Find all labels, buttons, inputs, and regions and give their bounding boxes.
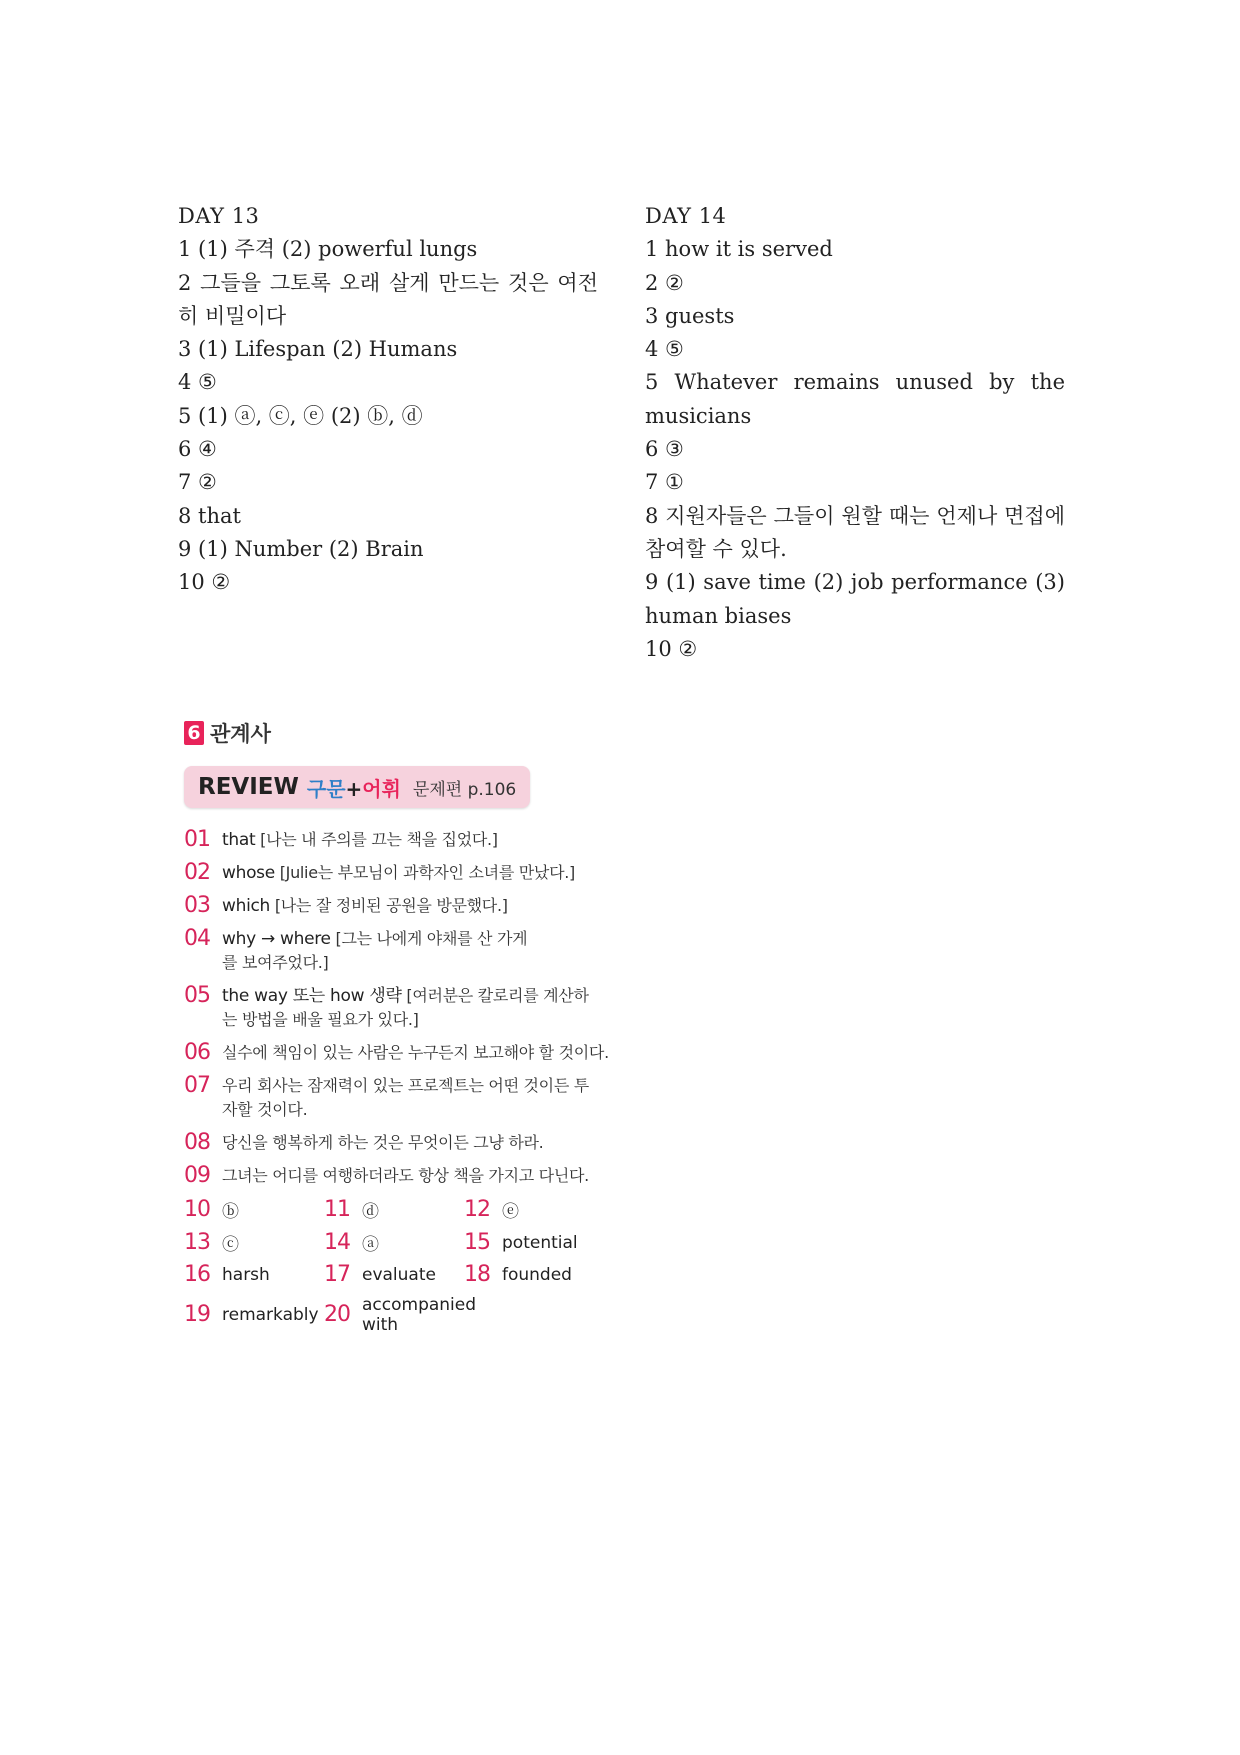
chapter-heading [184, 718, 624, 748]
grid-answer [324, 1197, 464, 1222]
item-answer: ⓐ [362, 1235, 379, 1255]
grid-answer [464, 1230, 624, 1255]
day13-column [178, 200, 598, 600]
day14-answer-6: 6 ③ [645, 437, 684, 462]
item-number: 03 [184, 893, 210, 918]
banner-part-a: 구문 [306, 776, 346, 801]
item-answer: whose [222, 863, 275, 883]
item-note: [Julie는 부모님이 과학자인 소녀를 만났다.] [279, 863, 575, 882]
day14-answer-8: 8 지원자들은 그들이 원할 때는 언제나 면접에 참여할 수 있다. [645, 503, 1072, 561]
day14-column [645, 200, 1072, 666]
grid-answer [464, 1263, 624, 1287]
item-number: 05 [184, 983, 210, 1008]
review-item [184, 894, 624, 918]
item-number: 12 [464, 1196, 490, 1222]
banner-topics [307, 773, 401, 802]
item-text [222, 894, 508, 918]
item-number: 16 [184, 1262, 210, 1287]
day13-answer-4: 4 ⑤ [178, 370, 217, 395]
item-answer: ⓔ [502, 1202, 519, 1222]
review-items [184, 828, 624, 1188]
item-number: 11 [324, 1196, 350, 1222]
item-number: 06 [184, 1040, 210, 1065]
item-number: 17 [324, 1262, 350, 1287]
grid-answer [324, 1295, 477, 1335]
item-answer: the way 또는 how 생략 [222, 986, 402, 1006]
item-text [222, 861, 575, 885]
item-number: 19 [184, 1302, 210, 1327]
item-number: 08 [184, 1130, 210, 1155]
day13-answer-8: 8 that [178, 503, 241, 528]
item-note: 실수에 책임이 있는 사람은 누구든지 보고해야 할 것이다. [222, 1043, 609, 1062]
review-item [184, 861, 624, 885]
item-note: [여러분은 칼로리를 계산하는 방법을 배울 필요가 있다.] [222, 986, 589, 1029]
item-answer: founded [502, 1265, 572, 1285]
grid-answer [184, 1197, 324, 1222]
day14-answer-3: 3 guests [645, 303, 735, 328]
chapter-number-badge: 6 [184, 721, 204, 745]
review-item [184, 1164, 624, 1188]
item-answer: evaluate [362, 1265, 436, 1285]
item-note: 당신을 행복하게 하는 것은 무엇이든 그냥 하라. [222, 1133, 544, 1152]
review-item [184, 984, 624, 1032]
grid-answer [324, 1263, 464, 1287]
item-number: 07 [184, 1073, 210, 1098]
item-note: 우리 회사는 잠재력이 있는 프로젝트는 어떤 것이든 투자할 것이다. [222, 1076, 589, 1119]
grid-answer [324, 1230, 464, 1255]
item-number: 14 [324, 1229, 350, 1255]
item-note: [나는 내 주의를 끄는 책을 집었다.] [260, 830, 498, 849]
item-number: 20 [324, 1302, 350, 1327]
day14-title: DAY 14 [645, 204, 727, 228]
item-number: 13 [184, 1229, 210, 1255]
review-banner [184, 766, 530, 808]
vocabulary-answers-grid [184, 1197, 624, 1335]
day13-answer-1: 1 (1) 주격 (2) powerful lungs [178, 237, 478, 262]
item-number: 18 [464, 1262, 490, 1287]
item-answer: harsh [222, 1265, 270, 1285]
review-item [184, 1131, 624, 1155]
day13-answer-7: 7 ② [178, 470, 217, 495]
review-section [184, 718, 624, 1335]
review-item [184, 1074, 624, 1122]
item-answer: why → where [222, 929, 331, 949]
item-text [222, 828, 498, 852]
item-note: [나는 잘 정비된 공원을 방문했다.] [274, 896, 508, 915]
day14-answer-2: 2 ② [645, 270, 684, 295]
item-number: 15 [464, 1229, 490, 1255]
day13-answer-6: 6 ④ [178, 437, 217, 462]
item-number: 09 [184, 1163, 210, 1188]
day13-answer-9: 9 (1) Number (2) Brain [178, 536, 424, 561]
item-text [222, 984, 592, 1032]
banner-page-reference: 문제편 p.106 [412, 779, 517, 800]
item-answer: remarkably [222, 1305, 319, 1325]
item-answer: potential [502, 1232, 578, 1253]
item-number: 10 [184, 1196, 210, 1222]
day13-title: DAY 13 [178, 204, 260, 228]
item-number: 04 [184, 926, 210, 951]
day13-answer-2: 2 그들을 그토록 오래 살게 만드는 것은 여전히 비밀이다 [178, 270, 598, 328]
day13-answer-3: 3 (1) Lifespan (2) Humans [178, 337, 458, 362]
day14-answer-4: 4 ⑤ [645, 337, 684, 362]
day14-answer-10: 10 ② [645, 636, 698, 661]
item-answer: accompanied with [362, 1295, 477, 1335]
item-answer: ⓒ [222, 1235, 239, 1255]
item-note: 그녀는 어디를 여행하더라도 항상 책을 가지고 다닌다. [222, 1166, 589, 1185]
banner-plus: + [345, 776, 363, 801]
banner-review-label: REVIEW [198, 774, 299, 800]
review-item [184, 828, 624, 852]
item-answer: ⓓ [362, 1202, 379, 1222]
item-number: 02 [184, 860, 210, 885]
item-note: [그는 나에게 야채를 산 가게를 보여주었다.] [222, 929, 528, 972]
day14-answer-5: 5 Whatever remains unused by the musicians [645, 370, 1072, 428]
item-answer: ⓑ [222, 1202, 239, 1222]
banner-part-b: 어휘 [362, 776, 401, 801]
grid-answer [464, 1197, 624, 1222]
review-item [184, 927, 624, 975]
item-answer: which [222, 896, 271, 916]
review-item [184, 1041, 624, 1065]
item-answer: that [222, 830, 256, 850]
grid-answer [184, 1295, 324, 1335]
day14-answer-9: 9 (1) save time (2) job performance (3) human biases [645, 570, 1072, 628]
grid-answer [184, 1263, 324, 1287]
day13-answer-10: 10 ② [178, 570, 231, 595]
day13-answer-5: 5 (1) ⓐ, ⓒ, ⓔ (2) ⓑ, ⓓ [178, 403, 423, 428]
grid-answer [184, 1230, 324, 1255]
item-text [222, 927, 542, 975]
day14-answer-1: 1 how it is served [645, 237, 833, 262]
chapter-title: 관계사 [210, 722, 271, 746]
item-number: 01 [184, 827, 210, 852]
day14-answer-7: 7 ① [645, 470, 684, 495]
